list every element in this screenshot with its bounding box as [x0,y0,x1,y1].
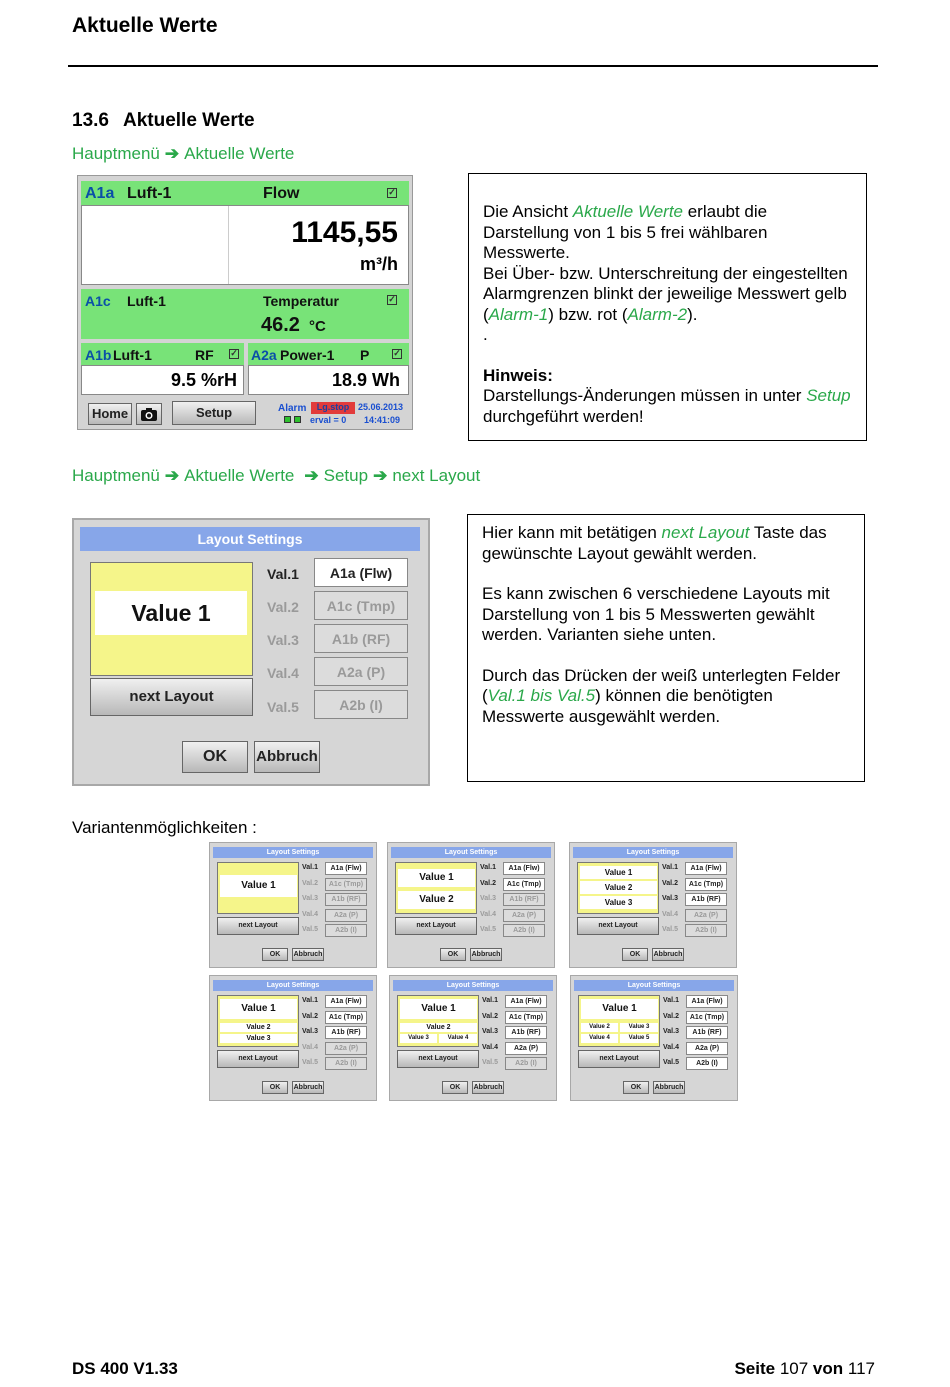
dialog-title: Layout Settings [573,847,733,858]
ok-button[interactable]: OK [440,948,466,961]
interval-label: erval = 0 [310,415,347,425]
value3-field: Value 3 [620,1023,658,1032]
humidity-value: 9.5 %rH [170,370,237,390]
section-title: Aktuelle Werte [122,110,255,131]
val-label: Val.5 [267,699,299,715]
val-label: Val.1 [267,566,299,582]
page-number: 107 [779,1359,809,1378]
val-3-select[interactable]: A1b (RF) [325,893,367,906]
text: Val.1 bis Val.5 [487,686,596,705]
val-label: Val.1 [302,864,318,871]
variant-dialog-3 [569,842,737,968]
page-header: Aktuelle Werte [72,14,218,37]
nav-item: Hauptmenü [72,466,160,485]
camera-icon [140,406,158,422]
channel-tag: A1a [85,185,115,202]
footer-page [734,1359,875,1379]
val-label: Val.4 [482,1043,498,1051]
text: Durch das Drücken der weiß unterlegten Felder ( [482,665,841,705]
value1-field: Value 1 [580,866,657,879]
value1-field: Value 1 [398,869,475,887]
dialog-title: Layout Settings [213,980,373,991]
hint-heading: Hinweis: [483,365,553,385]
channel-tag: A1b [85,347,112,363]
alarm-led-1 [284,416,291,423]
text: ) können die benötigten Messwerte ausgewählt werden. [482,686,773,726]
value3-field: Value 3 [400,1034,437,1043]
ok-button[interactable]: OK [622,948,648,961]
alarm-led-2 [294,416,301,423]
val-4-select[interactable]: A2a (P) [505,1042,547,1055]
text: Seite [734,1359,776,1378]
value2-field: Value 2 [400,1023,477,1032]
dialog-title: Layout Settings [80,527,420,551]
val-4-select[interactable]: A2a (P) [686,1042,728,1055]
variant-dialog-6 [570,975,738,1101]
dialog-title: Layout Settings [391,847,551,858]
paragraph [483,264,852,326]
next-layout-button[interactable]: next Layout [217,1050,299,1068]
val-4-select[interactable]: A2a (P) [685,909,727,922]
val-3-select[interactable]: A1b (RF) [685,893,727,906]
temperature-unit: °C [309,318,326,335]
dialog-title: Layout Settings [213,847,373,858]
val-label: Val.1 [482,997,498,1004]
val-label: Val.5 [302,1059,318,1066]
val-1-select[interactable]: A1a (Flw) [505,995,547,1008]
layout-preview [578,995,660,1047]
val-3-select[interactable]: A1b (RF) [686,1026,728,1039]
val-1-select[interactable]: A1a (Flw) [686,995,728,1008]
value1-field: Value 1 [581,999,658,1019]
paragraph [483,202,852,264]
nav-item: Hauptmenü [72,144,160,163]
val-label: Val.5 [480,926,496,933]
row3b-value-area [248,365,409,395]
val-label: Val.3 [267,632,299,648]
paragraph [482,523,850,564]
val-5-select[interactable]: A2b (I) [325,924,367,937]
val-4-select[interactable]: A2a (P) [503,909,545,922]
date-label: 25.06.2013 [358,402,404,412]
arrow-icon: ➔ [304,466,319,485]
layout-preview [90,562,253,676]
val-label: Val.5 [663,1059,679,1066]
value2-field: Value 2 [580,881,657,894]
val-5-select[interactable]: A2b (I) [314,690,408,719]
next-layout-button[interactable]: next Layout [578,1050,660,1068]
nav-item: next Layout [392,466,481,485]
channel-tag: A2a [251,347,277,363]
val-4-select[interactable]: A2a (P) [325,909,367,922]
val-3-select[interactable]: A1b (RF) [314,624,408,653]
text: next Layout [661,523,750,542]
val-label: Val.1 [662,864,678,871]
layout-preview [397,995,479,1047]
val-label: Val.4 [663,1043,679,1051]
val-3-select[interactable]: A1b (RF) [325,1026,367,1039]
arrow-icon: ➔ [164,144,180,163]
val-4-select[interactable]: A2a (P) [325,1042,367,1055]
val-label: Val.3 [663,1028,679,1035]
value2-field: Value 2 [398,891,475,909]
row2-value-area [81,311,409,339]
quantity-name: Temperatur [263,293,339,309]
row2-header [81,289,409,311]
ok-button[interactable]: OK [182,741,248,773]
val-label: Val.5 [482,1059,498,1066]
info-box-1 [468,173,867,441]
nav-path-2 [72,466,480,486]
checkbox-icon: ✓ [393,348,401,358]
quantity-name: Flow [263,185,300,202]
temperature-value: 46.2 [261,314,300,336]
cancel-button[interactable]: Abbruch [254,741,320,773]
val-label: Val.2 [267,599,299,615]
flow-unit: m³/h [360,254,398,274]
val-5-select[interactable]: A2b (I) [503,924,545,937]
power-value: 18.9 Wh [331,370,400,390]
dialog-title: Layout Settings [393,980,553,991]
next-layout-button[interactable]: next Layout [217,917,299,935]
nav-path-1 [72,144,294,164]
cancel-button[interactable]: Abbruch [292,1081,324,1094]
page-total: 117 [847,1359,875,1378]
layout-preview [217,862,299,914]
val-2-select[interactable]: A1c (Tmp) [685,878,727,891]
text: Die Ansicht [483,202,573,221]
camera-button[interactable] [136,403,162,425]
val-label: Val.2 [662,879,678,887]
next-layout-button[interactable]: next Layout [90,678,253,716]
val-5-select[interactable]: A2b (I) [505,1057,547,1070]
setup-button[interactable]: Setup [172,401,256,425]
val-label: Val.3 [480,895,496,902]
value2-field: Value 2 [220,1023,297,1032]
layout-settings-dialog [72,518,430,786]
val-label: Val.5 [662,926,678,933]
cancel-button[interactable]: Abbruch [470,948,502,961]
section-heading [72,110,255,132]
val-3-select[interactable]: A1b (RF) [503,893,545,906]
text: Hier kann mit betätigen [482,523,662,542]
row1-header [81,181,409,205]
text: erlaubt die Darstellung von 1 bis 5 frei wählbaren Messwerte. [483,202,768,262]
checkbox-icon: ✓ [388,187,396,197]
val-label: Val.4 [662,910,678,918]
nav-item: Aktuelle Werte [184,466,295,485]
val-1-select[interactable]: A1a (Flw) [325,995,367,1008]
row1-value-area [81,205,409,285]
text: Aktuelle Werte [572,202,683,221]
layout-preview [577,862,659,914]
val-1-select[interactable]: A1a (Flw) [325,862,367,875]
text: von [812,1359,844,1378]
quantity-name: P [360,347,370,363]
value3-field: Value 3 [220,1034,297,1043]
val-2-select[interactable]: A1c (Tmp) [503,878,545,891]
value1-field: Value 1 [220,875,297,897]
ok-button[interactable]: OK [262,948,288,961]
footer-doc-id: DS 400 V1.33 [72,1359,178,1378]
val-label: Val.2 [302,879,318,887]
val-label: Val.4 [302,1043,318,1051]
val-2-select[interactable]: A1c (Tmp) [686,1011,728,1024]
next-layout-button[interactable]: next Layout [577,917,659,935]
variants-label: Variantenmöglichkeiten : [72,818,257,837]
cancel-button[interactable]: Abbruch [652,948,684,961]
variant-dialog-4 [209,975,377,1101]
value2-field: Value 2 [581,1023,618,1032]
flow-value: 1145,55 [291,216,398,249]
value1-field: Value 1 [400,999,477,1019]
val-label: Val.2 [482,1012,498,1020]
nav-item: Aktuelle Werte [184,144,295,163]
val-label: Val.2 [663,1012,679,1020]
arrow-icon: ➔ [373,466,388,485]
channel-tag: A1c [85,293,111,309]
checkbox-icon: ✓ [230,348,238,358]
text: ) bzw. rot ( [548,304,628,324]
val-label: Val.5 [302,926,318,933]
cancel-button[interactable]: Abbruch [472,1081,504,1094]
home-button[interactable]: Home [88,403,132,425]
value3-field: Value 3 [580,896,657,909]
quantity-name: RF [195,347,214,363]
row3a-header [81,343,244,365]
val-1-select[interactable]: A1a (Flw) [685,862,727,875]
checkbox-icon: ✓ [388,294,396,304]
header-rule [68,65,878,67]
text: Taste das gewünschte Layout gewählt werden. [482,523,827,563]
val-5-select[interactable]: A2b (I) [325,1057,367,1070]
logger-status: Lg.stop [311,402,355,414]
text: Alarm-1 [488,304,549,324]
paragraph: Es kann zwischen 6 verschiedene Layouts mit Darstellung von 1 bis 5 Messwerten gewählt werden. Varianten siehe unten. [482,584,830,644]
arrow-icon: ➔ [164,466,180,485]
val-label: Val.1 [302,997,318,1004]
ok-button[interactable]: OK [262,1081,288,1094]
layout-preview [217,995,299,1047]
variant-dialog-2 [387,842,555,968]
paragraph: . [483,325,488,344]
val-label: Val.3 [482,1028,498,1035]
sensor-name: Power-1 [280,347,335,363]
sensor-name: Luft-1 [127,185,172,202]
value-1-field: Value 1 [95,591,247,635]
next-layout-button[interactable]: next Layout [397,1050,479,1068]
val-1-select[interactable]: A1a (Flw) [314,558,408,587]
variant-dialog-1 [209,842,377,968]
alarm-label: Alarm [278,403,307,414]
val-label: Val.3 [302,1028,318,1035]
val-4-select[interactable]: A2a (P) [314,657,408,686]
val-3-select[interactable]: A1b (RF) [505,1026,547,1039]
val-2-select[interactable]: A1c (Tmp) [314,591,408,620]
value5-field: Value 5 [620,1034,658,1043]
info-box-2 [467,514,865,782]
val-1-select[interactable]: A1a (Flw) [503,862,545,875]
sensor-name: Luft-1 [113,347,152,363]
val-5-select[interactable]: A2b (I) [685,924,727,937]
val-label: Val.4 [302,910,318,918]
val-label: Val.2 [480,879,496,887]
val-label: Val.1 [663,997,679,1004]
paragraph [482,666,850,728]
row3a-value-area [81,365,244,395]
cancel-button[interactable]: Abbruch [653,1081,685,1094]
val-2-select[interactable]: A1c (Tmp) [325,878,367,891]
val-5-select[interactable]: A2b (I) [686,1057,728,1070]
time-label: 14:41:09 [364,415,401,425]
ok-button[interactable]: OK [442,1081,468,1094]
val-label: Val.2 [302,1012,318,1020]
paragraph [483,386,852,427]
nav-item: Setup [323,466,369,485]
cancel-button[interactable]: Abbruch [292,948,324,961]
text: Alarm-2 [627,304,688,324]
layout-preview [395,862,477,914]
text: ). [687,304,698,324]
val-label: Val.4 [267,665,299,681]
sensor-name: Luft-1 [127,293,166,309]
row3b-header [248,343,409,365]
val-label: Val.1 [480,864,496,871]
val-label: Val.3 [662,895,678,902]
next-layout-button[interactable]: next Layout [395,917,477,935]
val-2-select[interactable]: A1c (Tmp) [505,1011,547,1024]
text: Darstellungs-Änderungen müssen in unter [483,386,807,405]
variant-dialog-5 [389,975,557,1101]
val-2-select[interactable]: A1c (Tmp) [325,1011,367,1024]
text: durchgeführt werden! [483,406,644,426]
text: Bei Über- bzw. Unterschreitung der eingestellten Alarmgrenzen blinkt der jeweilige Messwert gelb ( [483,263,848,324]
val-label: Val.3 [302,895,318,902]
text: Setup [806,386,851,405]
section-number: 13.6 [72,110,109,131]
value4-field: Value 4 [439,1034,477,1043]
current-values-screen [77,175,413,430]
val-label: Val.4 [480,910,496,918]
value1-field: Value 1 [220,999,297,1019]
ok-button[interactable]: OK [623,1081,649,1094]
dialog-title: Layout Settings [574,980,734,991]
value4-field: Value 4 [581,1034,618,1043]
